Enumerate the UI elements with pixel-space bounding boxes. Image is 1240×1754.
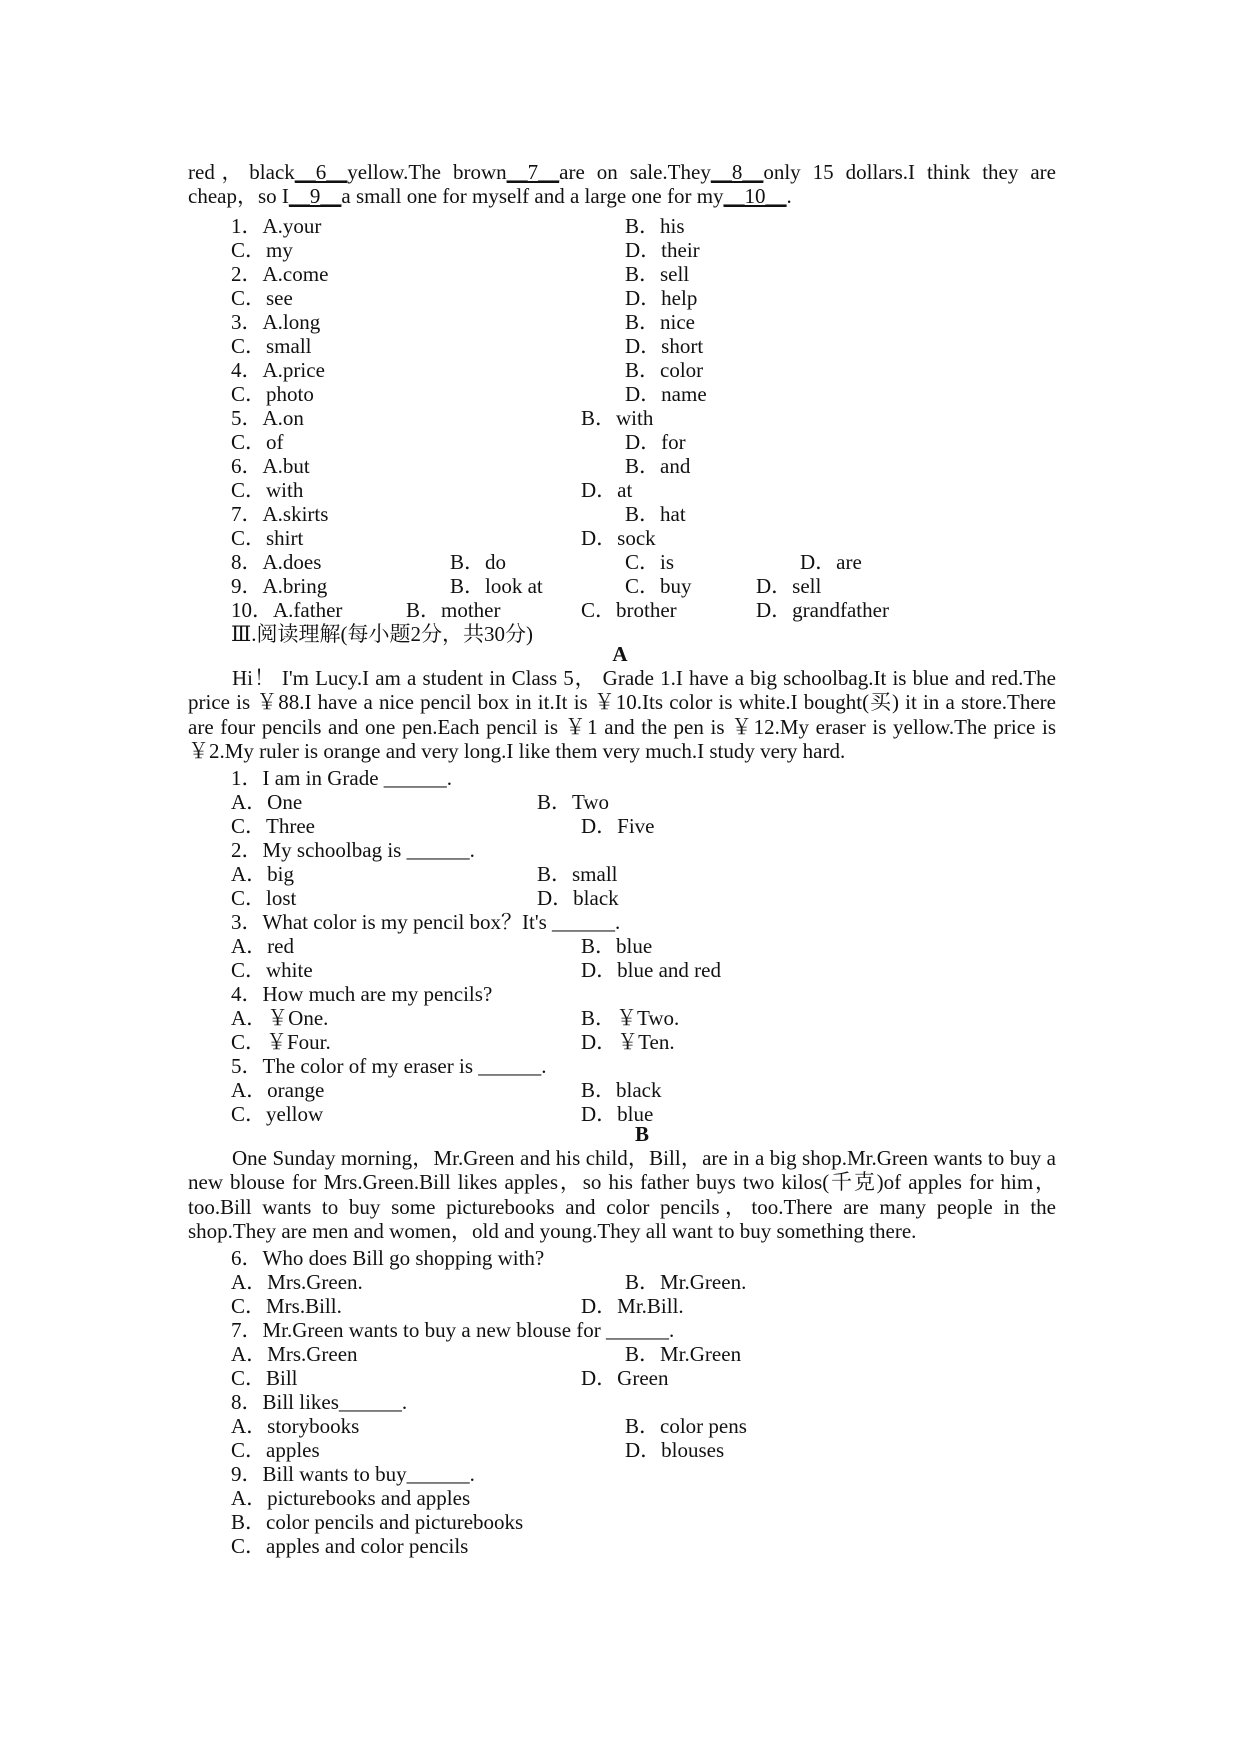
cloze-line-2 (188, 184, 1056, 208)
option-text: C．yellow (231, 1102, 324, 1126)
option-text: D．name (625, 382, 707, 406)
option-text: B．with (581, 406, 654, 430)
passage-b-text: One Sunday morning，Mr.Green and his child，Bill，are in a big shop.Mr.Green wants to buy a new blouse for Mrs.Green.Bill likes apples，so his father buys two kilos(千克)of apples for him，too.Bill wants to buy some picturebooks and color pencils，too.There are many people in the shop.They are men and women，old and young.They all want to buy something there. (188, 1146, 1056, 1243)
cloze-line-1 (188, 160, 1056, 184)
option-text: A．One (231, 790, 303, 814)
option-text: 2．A.come (231, 262, 329, 286)
option-text: D．blouses (625, 1438, 725, 1462)
option-text: D．help (625, 286, 698, 310)
option-text: B．color pens (625, 1414, 747, 1438)
option-text: D．Five (581, 814, 655, 838)
option-text: C．see (231, 286, 293, 310)
cloze-text: cheap，so I (188, 184, 289, 208)
option-text: B．color pencils and picturebooks (231, 1510, 524, 1534)
passage-a-label: A (612, 642, 628, 666)
option-text: A．￥One. (231, 1006, 329, 1030)
option-text: A．big (231, 862, 294, 886)
option-text: 4．A.price (231, 358, 325, 382)
question-text: 6．Who does Bill go shopping with? (231, 1246, 545, 1270)
option-text: C．small (231, 334, 312, 358)
option-text: B．black (581, 1078, 662, 1102)
option-text: C．Bill (231, 1366, 298, 1390)
option-text: C．Mrs.Bill. (231, 1294, 342, 1318)
question-text: 8．Bill likes______. (231, 1390, 408, 1414)
cloze-text: yellow.The brown (347, 160, 507, 184)
option-text: B．￥Two. (581, 1006, 680, 1030)
option-text: D．black (537, 886, 619, 910)
option-text: D．Green (581, 1366, 669, 1390)
cloze-text: only 15 dollars.I think they are (763, 160, 1056, 184)
option-text: D．for (625, 430, 686, 454)
option-text: C．apples (231, 1438, 320, 1462)
option-text: A．storybooks (231, 1414, 360, 1438)
option-text: D．￥Ten. (581, 1030, 675, 1054)
option-text: B．nice (625, 310, 695, 334)
question-text: 9．Bill wants to buy______. (231, 1462, 475, 1486)
option-text: D．short (625, 334, 704, 358)
option-text: 3．A.long (231, 310, 321, 334)
option-text: 9．A.bring (231, 574, 328, 598)
option-text: A．Mrs.Green (231, 1342, 358, 1366)
cloze-text: are on sale.They (559, 160, 711, 184)
option-text: 5．A.on (231, 406, 304, 430)
option-text: 6．A.but (231, 454, 310, 478)
cloze-blank-6: __6__ (294, 160, 348, 184)
question-text: 2．My schoolbag is ______. (231, 838, 475, 862)
option-text: B．look at (450, 574, 543, 598)
question-text: 7．Mr.Green wants to buy a new blouse for ______. (231, 1318, 675, 1342)
option-text: B．small (537, 862, 618, 886)
option-text: C．lost (231, 886, 297, 910)
option-text: D．sell (756, 574, 822, 598)
option-text: B．do (450, 550, 507, 574)
option-text: 7．A.skirts (231, 502, 329, 526)
option-text: C．buy (625, 574, 692, 598)
option-text: D．their (625, 238, 700, 262)
option-text: 10．A.father (231, 598, 343, 622)
option-text: B．Mr.Green (625, 1342, 742, 1366)
option-text: B．Mr.Green. (625, 1270, 747, 1294)
option-text: C．￥Four. (231, 1030, 331, 1054)
option-text: D．are (800, 550, 862, 574)
question-text: 5．The color of my eraser is ______. (231, 1054, 547, 1078)
option-text: C．with (231, 478, 304, 502)
cloze-blank-10: __10__ (723, 184, 787, 208)
option-text: B．color (625, 358, 704, 382)
cloze-text: red，black (188, 160, 295, 184)
option-text: C．Three (231, 814, 315, 838)
option-text: A．picturebooks and apples (231, 1486, 471, 1510)
option-text: B．and (625, 454, 691, 478)
option-text: A．Mrs.Green. (231, 1270, 363, 1294)
question-text: 3．What color is my pencil box？It's ______. (231, 910, 621, 934)
cloze-blank-9: __9__ (288, 184, 342, 208)
option-text: A．orange (231, 1078, 325, 1102)
passage-b-label: B (634, 1122, 649, 1146)
option-text: B．sell (625, 262, 690, 286)
option-text: C．apples and color pencils (231, 1534, 469, 1558)
option-text: B．mother (406, 598, 501, 622)
option-text: D．sock (581, 526, 656, 550)
option-text: C．is (625, 550, 675, 574)
question-text: 4．How much are my pencils? (231, 982, 493, 1006)
section-heading: Ⅲ.阅读理解(每小题2分，共30分) (231, 622, 533, 646)
option-text: D．at (581, 478, 633, 502)
option-text: A．red (231, 934, 294, 958)
option-text: B．Two (537, 790, 610, 814)
option-text: D．blue (581, 1102, 654, 1126)
cloze-blank-8: __8__ (710, 160, 764, 184)
cloze-text: a small one for myself and a large one for my (341, 184, 724, 208)
option-text: D．blue and red (581, 958, 721, 982)
cloze-blank-7: __7__ (506, 160, 560, 184)
passage-a-text: Hi！ I'm Lucy.I am a student in Class 5， Grade 1.I have a big schoolbag.It is blue and red.The price is ￥88.I have a nice pencil box in it.It is ￥10.Its color is white.I bought(买) it in a store.There are four pencils and one pen.Each pencil is ￥1 and the pen is ￥12.My eraser is yellow.The price is ￥2.My ruler is orange and very long.I like them very much.I study very hard. (188, 666, 1056, 763)
question-text: 1．I am in Grade ______. (231, 766, 453, 790)
option-text: D．Mr.Bill. (581, 1294, 684, 1318)
option-text: C．photo (231, 382, 314, 406)
option-text: C．shirt (231, 526, 304, 550)
option-text: C．of (231, 430, 284, 454)
option-text: 8．A.does (231, 550, 322, 574)
option-text: B．hat (625, 502, 686, 526)
option-text: C．brother (581, 598, 677, 622)
option-text: 1．A.your (231, 214, 322, 238)
option-text: B．his (625, 214, 685, 238)
option-text: B．blue (581, 934, 653, 958)
option-text: C．my (231, 238, 293, 262)
option-text: C．white (231, 958, 313, 982)
option-text: D．grandfather (756, 598, 889, 622)
cloze-text: . (786, 184, 792, 208)
